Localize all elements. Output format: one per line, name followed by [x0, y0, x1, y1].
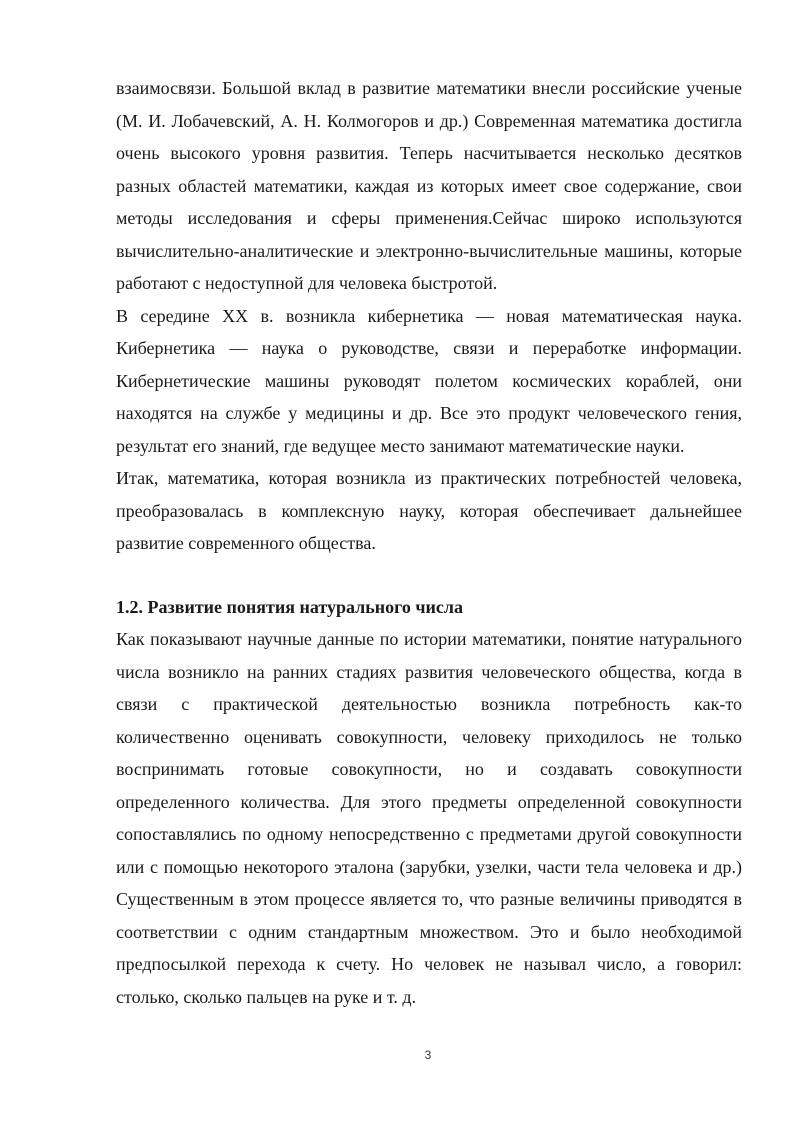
page-number: 3: [424, 1048, 432, 1062]
paragraph: взаимосвязи. Большой вклад в развитие математики внесли российские ученые (М. И. Лобачевский, А. Н. Колмогоров и др.) Современная математика достигла очень высокого уровня развития. Теперь насчитывается несколько десятков разных областей математики, каждая из которых имеет свое содержание, свои методы исследования и сферы применения.Сейчас широко используются вычислительно-аналитические и электронно-вычислительные машины, которые работают с недоступной для человека быстротой.: [116, 78, 742, 293]
page-body: [116, 72, 742, 1013]
paragraph: В середине XX в. возникла кибернетика — новая математическая наука. Кибернетика — наука о руководстве, связи и переработке информации. Кибернетические машины руководят полетом космических кораблей, они находятся на службе у медицины и др. Все это продукт человеческого гения, результат его знаний, где ведущее место занимают математические науки.: [116, 305, 742, 456]
section-spacer: [116, 560, 742, 591]
section-heading: 1.2. Развитие понятия натурального числа: [116, 596, 463, 617]
paragraph: Как показывают научные данные по истории математики, понятие натурального числа возникло на ранних стадиях развития человеческого общества, когда в связи с практической деятельностью возникла потребность как-то количественно оценивать совокупности, человеку приходилось не только воспринимать готовые совокупности, но и создавать совокупности определенного количества. Для этого предметы определенной совокупности сопоставлялись по одному непосредственно с предметами другой совокупности или с помощью некоторого эталона (зарубки, узелки, части тела человека и др.) Существенным в этом процессе является то, что разные величины приводятся в соответствии с одним стандартным множеством. Это и было необходимой предпосылкой перехода к счету. Но человек не называл число, а говорил: столько, сколько пальцев на руке и т. д.: [116, 629, 742, 1007]
paragraph: Итак, математика, которая возникла из практических потребностей человека, преобразовалась в комплексную науку, которая обеспечивает дальнейшее развитие современного общества.: [116, 468, 742, 553]
